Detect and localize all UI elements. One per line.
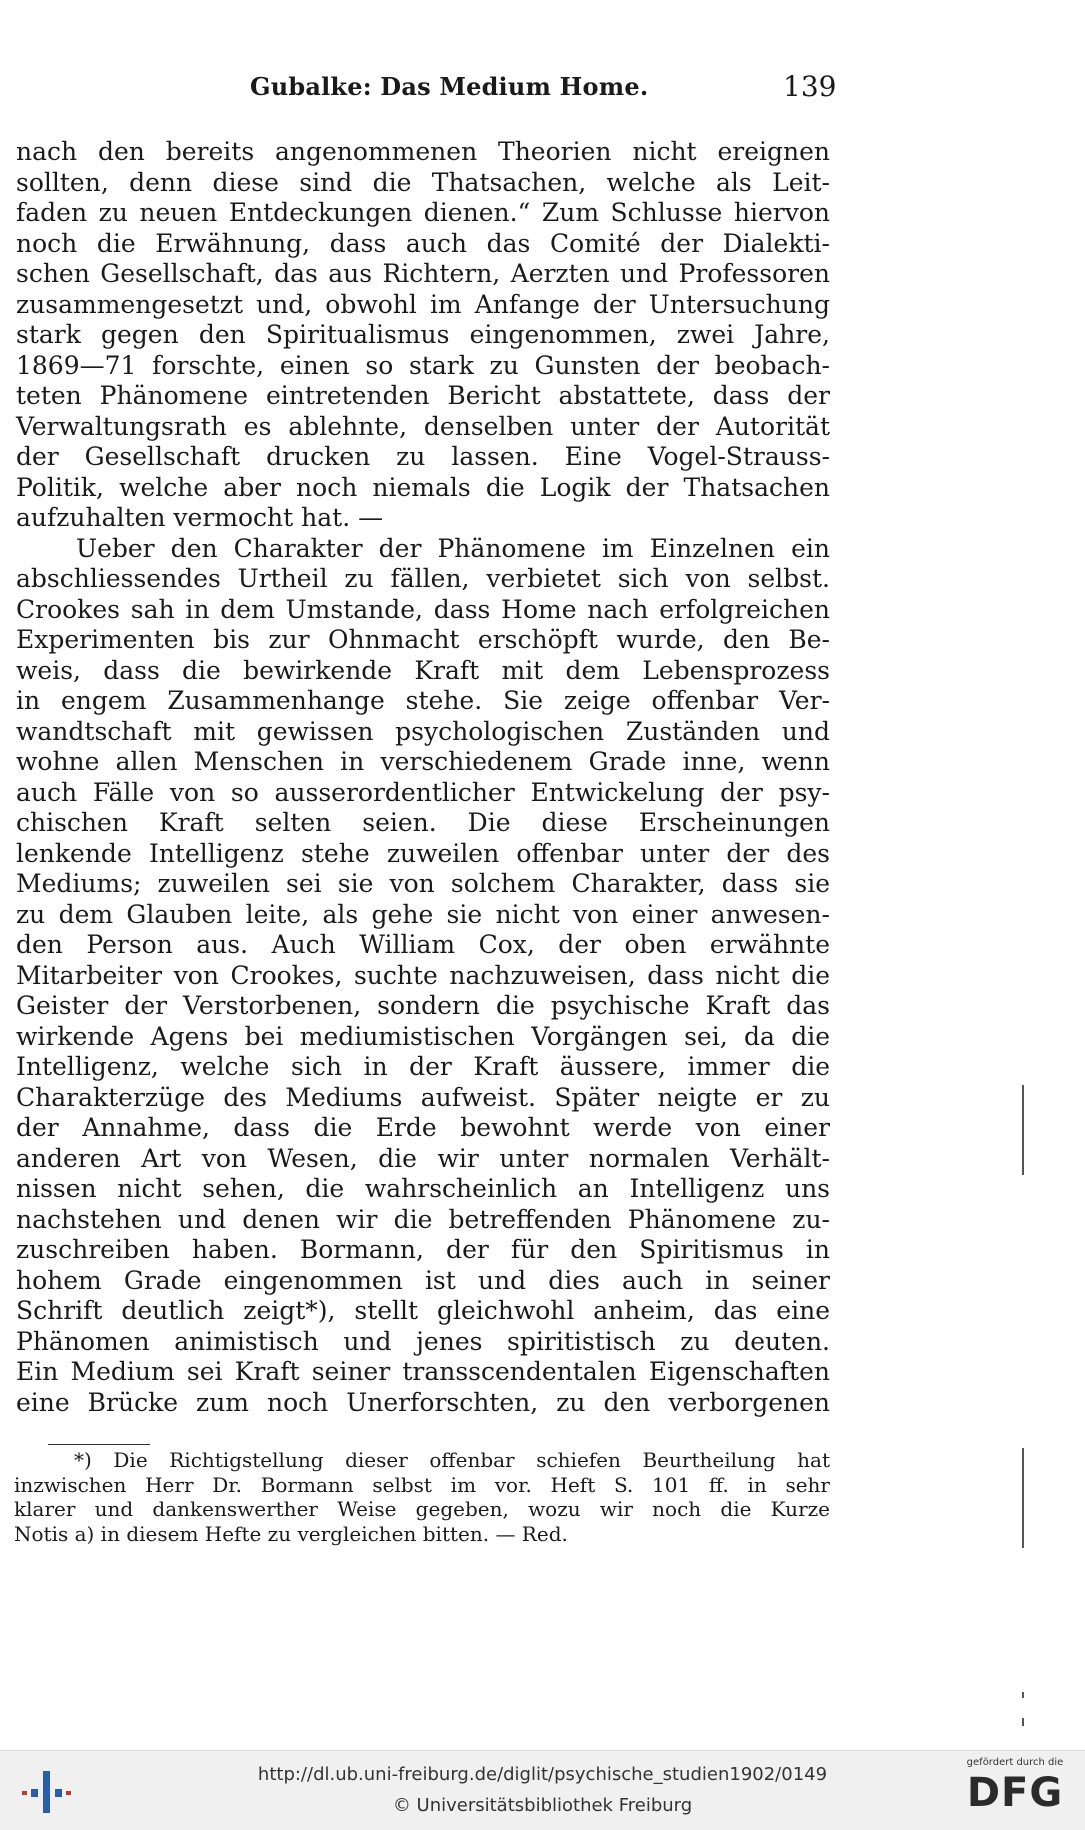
text-line: Verwaltungsrath es ablehnte, denselben unter der Autorität: [16, 411, 830, 441]
text-line: zu dem Glauben leite, als gehe sie nicht von einer anwesen-: [16, 899, 830, 929]
text-line: wandtschaft mit gewissen psychologischen Zuständen und: [16, 716, 830, 746]
text-line: eine Brücke zum noch Unerforschten, zu den verborgenen: [16, 1387, 830, 1417]
footnote: [14, 1448, 830, 1546]
text-line: schen Gesellschaft, das aus Richtern, Aerzten und Professoren: [16, 259, 830, 288]
text-line: nach den bereits angenommenen Theorien nicht ereignen: [16, 137, 830, 166]
margin-mark: [1022, 1448, 1024, 1548]
text-line: zuschreiben haben. Bormann, der für den Spiritismus in: [16, 1235, 830, 1264]
text-line: wohne allen Menschen in verschiedenem Grade inne, wenn: [16, 747, 830, 776]
viewer-footer: [0, 1750, 1085, 1830]
text-line: anderen Art von Wesen, die wir unter normalen Verhält-: [16, 1143, 830, 1173]
text-line: der Gesellschaft drucken zu lassen. Eine Vogel-Strauss-: [16, 442, 830, 471]
dfg-mark-icon: DFG: [966, 1770, 1064, 1816]
text-line: teten Phänomene eintretenden Bericht abstattete, dass der: [16, 381, 830, 410]
margin-mark: [1022, 1718, 1024, 1726]
dfg-logo[interactable]: [955, 1757, 1075, 1825]
document-url-link[interactable]: http://dl.ub.uni-freiburg.de/diglit/psychische_studien1902/0149: [257, 1764, 828, 1785]
text-line: weis, dass die bewirkende Kraft mit dem Lebensprozess: [16, 655, 830, 685]
text-line: Politik, welche aber noch niemals die Logik der Thatsachen: [16, 472, 830, 502]
text-line: abschliessendes Urtheil zu fällen, verbietet sich von selbst.: [16, 564, 830, 593]
running-head: Gubalke: Das Medium Home.: [250, 72, 649, 101]
text-line: noch die Erwähnung, dass auch das Comité der Dialekti-: [16, 228, 830, 258]
text-line: Phänomen animistisch und jenes spiritistisch zu deuten.: [16, 1326, 830, 1356]
text-line: chischen Kraft selten seien. Die diese Erscheinungen: [16, 808, 830, 837]
text-line: nachstehen und denen wir die betreffenden Phänomene zu-: [16, 1204, 830, 1234]
text-line: stark gegen den Spiritualismus eingenommen, zwei Jahre,: [16, 320, 830, 349]
text-line: nissen nicht sehen, die wahrscheinlich an Intelligenz uns: [16, 1174, 830, 1203]
dfg-caption: gefördert durch die: [966, 1757, 1064, 1768]
text-line: den Person aus. Auch William Cox, der oben erwähnte: [16, 930, 830, 959]
footnote-line: klarer und dankenswerther Weise gegeben, wozu wir noch die Kurze: [14, 1497, 830, 1521]
footnote-line: Notis a) in diesem Hefte zu vergleichen bitten. — Red.: [14, 1521, 568, 1546]
text-line: aufzuhalten vermocht hat. —: [16, 503, 384, 532]
footnote-line: *) Die Richtigstellung dieser offenbar schiefen Beurtheilung hat: [74, 1448, 830, 1472]
text-line: Ein Medium sei Kraft seiner transscendentalen Eigenschaften: [16, 1357, 830, 1386]
margin-mark: [1022, 1085, 1024, 1175]
footnote-rule: [48, 1444, 150, 1445]
text-line: Schrift deutlich zeigt*), stellt gleichwohl anheim, das eine: [16, 1296, 830, 1325]
text-line: lenkende Intelligenz stehe zuweilen offenbar unter der des: [16, 838, 830, 868]
text-line: Intelligenz, welche sich in der Kraft äussere, immer die: [16, 1052, 830, 1081]
text-line: in engem Zusammenhange stehe. Sie zeige offenbar Ver-: [16, 686, 830, 715]
text-line: hohem Grade eingenommen ist und dies auch in seiner: [16, 1265, 830, 1295]
text-line: auch Fälle von so ausserordentlicher Entwickelung der psy-: [16, 777, 830, 807]
text-line: Crookes sah in dem Umstande, dass Home nach erfolgreichen: [16, 594, 830, 624]
text-line: faden zu neuen Entdeckungen dienen.“ Zum Schlusse hiervon: [16, 198, 830, 227]
copyright-notice: © Universitätsbibliothek Freiburg: [392, 1795, 693, 1816]
body-text: [16, 137, 830, 1418]
text-line: 1869—71 forschte, einen so stark zu Gunsten der beobach-: [16, 350, 830, 380]
text-line: Charakterzüge des Mediums aufweist. Später neigte er zu: [16, 1082, 830, 1112]
text-line: zusammengesetzt und, obwohl im Anfange der Untersuchung: [16, 289, 830, 319]
footnote-line: inzwischen Herr Dr. Bormann selbst im vor. Heft S. 101 ff. in sehr: [14, 1472, 830, 1497]
text-line: sollten, denn diese sind die Thatsachen, welche als Leit-: [16, 167, 830, 197]
text-line: Mediums; zuweilen sei sie von solchem Charakter, dass sie: [16, 869, 830, 898]
text-line: Mitarbeiter von Crookes, suchte nachzuweisen, dass nicht die: [16, 960, 830, 990]
text-line: der Annahme, dass die Erde bewohnt werde von einer: [16, 1113, 830, 1142]
page-number: 139: [783, 70, 837, 103]
text-line: Experimenten bis zur Ohnmacht erschöpft wurde, den Be-: [16, 625, 830, 654]
text-line: wirkende Agens bei mediumistischen Vorgängen sei, da die: [16, 1021, 830, 1051]
margin-mark: [1022, 1692, 1024, 1698]
text-line: Ueber den Charakter der Phänomene im Einzelnen ein: [76, 533, 830, 563]
text-line: Geister der Verstorbenen, sondern die psychische Kraft das: [16, 991, 830, 1020]
